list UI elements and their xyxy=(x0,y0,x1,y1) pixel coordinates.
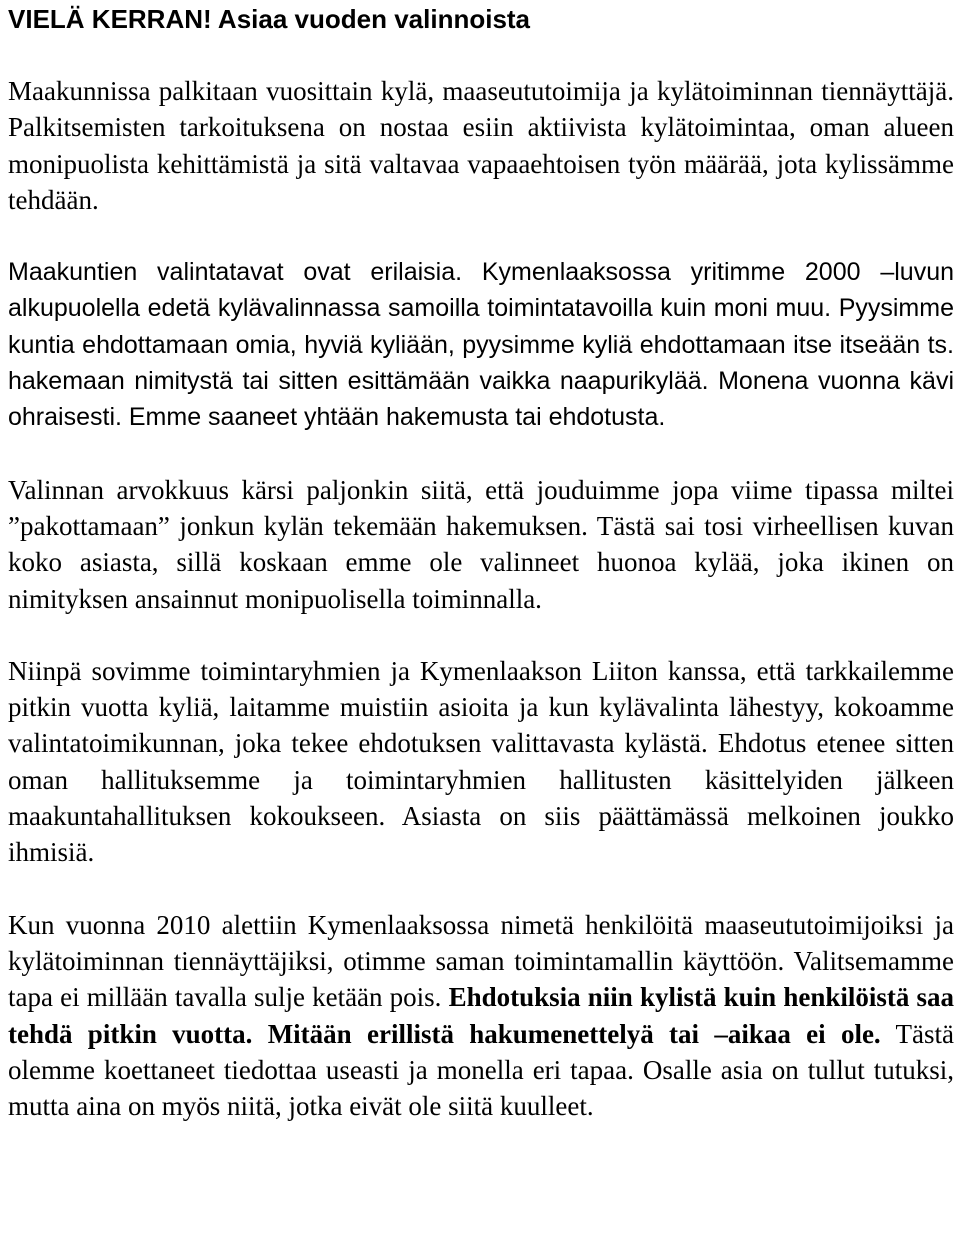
document-title: VIELÄ KERRAN! Asiaa vuoden valinnoista xyxy=(8,4,531,34)
paragraph-selection-methods: Maakuntien valintatavat ovat erilaisia. Kymenlaaksossa yritimme 2000 –luvun alkupuolella edetä kylävalinnassa samoilla toimintatavoilla kuin moni muu. Pyysimme kuntia ehdottamaan omia, hyviä kyliään, pyysimme kyliä ehdottamaan itse itseään ts. hakemaan nimitystä tai sitten esittämään vaikka naapurikylää. Monena vuonna kävi ohraisesti. Emme saaneet yhtään hakemusta tai ehdotusta. xyxy=(8,258,954,432)
paragraph-individual-awards-end: Tästä olemme koettaneet tiedottaa useasti ja monella eri tapaa. Osalle asia on tullut tutuksi, mutta aina on myös niitä, jotka eivät ole siitä kuulleet. xyxy=(8,1018,954,1122)
paragraph-individual-awards-emphasis: Ehdotuksia niin kylistä kuin henkilöistä saa tehdä pitkin vuotta. Mitään erillistä hakumenettelyä tai –aikaa ei ole. xyxy=(8,982,954,1049)
paragraph-individual-awards-start: Kun vuonna 2010 alettiin Kymenlaaksossa nimetä henkilöitä maaseututoimijoiksi ja kylätoiminnan tiennäyttäjiksi, otimme saman toimintamallin käyttöön. Valitsemamme tapa ei millään tavalla sulje ketään pois. xyxy=(8,909,954,1013)
paragraph-awards-intro: Maakunnissa palkitaan vuosittain kylä, maaseututoimija ja kylätoiminnan tiennäyttäjä. Palkitsemisten tarkoituksena on nostaa esiin aktiivista kylätoimintaa, oman alueen monipuolista kehittämistä ja sitä valtavaa vapaaehtoisen työn määrää, jota kylissämme tehdään. xyxy=(8,76,954,215)
document-page xyxy=(8,0,954,1124)
paragraph-selection-value: Valinnan arvokkuus kärsi paljonkin siitä, että jouduimme jopa viime tipassa miltei ”pakottamaan” jonkun kylän tekemään hakemuksen. Tästä sai tosi virheellisen kuvan koko asiasta, sillä koskaan emme ole valinneet huonoa kylää, joka ikinen on nimityksen ansainnut monipuolisella toiminnalla. xyxy=(8,474,954,614)
paragraph-new-procedure: Niinpä sovimme toimintaryhmien ja Kymenlaakson Liiton kanssa, että tarkkailemme pitkin vuotta kyliä, laitamme muistiin asioita ja kun kylävalinta lähestyy, kokoamme valintatoimikunnan, joka tekee ehdotuksen valittavasta kylästä. Ehdotus etenee sitten oman hallituksemme ja toimintaryhmien hallitusten käsittelyiden jälkeen maakuntahallituksen kokoukseen. Asiasta on siis päättämässä melkoinen joukko ihmisiä. xyxy=(8,655,954,868)
paragraph-individual-awards xyxy=(8,907,954,1125)
